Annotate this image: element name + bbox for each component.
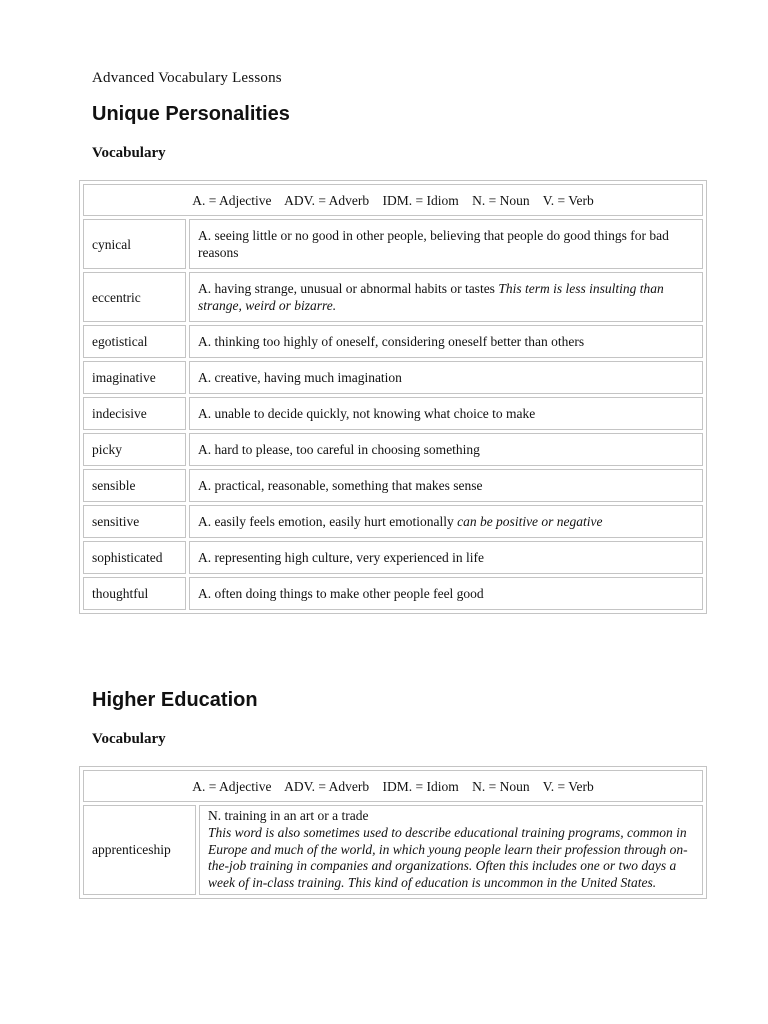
term-cell: apprenticeship <box>83 805 196 895</box>
table-row <box>83 397 703 430</box>
vocabulary-table <box>79 180 707 614</box>
definition-cell <box>189 505 703 538</box>
definition-text: A. unable to decide quickly, not knowing what choice to make <box>198 406 536 421</box>
definition-cell <box>189 469 703 502</box>
table-row <box>83 219 703 269</box>
legend-item: IDM. = Idiom <box>382 192 459 208</box>
definition-cell <box>189 397 703 430</box>
term-cell: cynical <box>83 219 186 269</box>
definition-text: A. representing high culture, very experienced in life <box>198 550 485 565</box>
section-subheading: Vocabulary <box>92 731 166 747</box>
table-row <box>83 325 703 358</box>
document-title: Advanced Vocabulary Lessons <box>92 70 282 86</box>
term-cell: imaginative <box>83 361 186 394</box>
legend-item: V. = Verb <box>542 192 594 208</box>
legend-item: V. = Verb <box>542 778 594 794</box>
definition-text: A. practical, reasonable, something that makes sense <box>198 478 483 493</box>
legend-cell <box>83 184 703 216</box>
definition-text: A. thinking too highly of oneself, considering oneself better than others <box>198 334 585 349</box>
term-cell: eccentric <box>83 272 186 322</box>
definition-text: A. seeing little or no good in other people, believing that people do good things for bad reasons <box>198 228 669 260</box>
definition-cell <box>189 361 703 394</box>
definition-text: A. creative, having much imagination <box>198 370 402 385</box>
table-row <box>83 272 703 322</box>
table-row <box>83 541 703 574</box>
definition-cell <box>189 433 703 466</box>
legend-row <box>83 184 703 216</box>
section-heading: Unique Personalities <box>92 103 290 125</box>
table-row <box>83 505 703 538</box>
definition-text: A. easily feels emotion, easily hurt emotionally <box>198 514 454 529</box>
term-cell: sophisticated <box>83 541 186 574</box>
term-cell: picky <box>83 433 186 466</box>
definition-text: A. having strange, unusual or abnormal habits or tastes <box>198 281 495 296</box>
legend-row <box>83 770 703 802</box>
table-row <box>83 469 703 502</box>
legend-item: ADV. = Adverb <box>284 192 370 208</box>
term-cell: thoughtful <box>83 577 186 610</box>
term-cell: sensitive <box>83 505 186 538</box>
table-row <box>83 577 703 610</box>
table-row <box>83 433 703 466</box>
legend-item: A. = Adjective <box>192 778 272 794</box>
definition-text: A. often doing things to make other people feel good <box>198 586 484 601</box>
term-cell: egotistical <box>83 325 186 358</box>
definition-cell <box>189 325 703 358</box>
definition-cell <box>189 272 703 322</box>
legend-item: ADV. = Adverb <box>284 778 370 794</box>
definition-note: This term is less insulting than strange, weird or bizarre. <box>198 281 664 313</box>
table-row <box>83 361 703 394</box>
term-cell: sensible <box>83 469 186 502</box>
definition-cell <box>189 219 703 269</box>
definition-note: can be positive or negative <box>457 514 603 529</box>
definition-cell <box>189 577 703 610</box>
legend-item: N. = Noun <box>472 192 530 208</box>
vocabulary-table <box>79 766 707 899</box>
term-cell: indecisive <box>83 397 186 430</box>
definition-cell <box>199 805 703 895</box>
section-subheading: Vocabulary <box>92 145 166 161</box>
legend-item: A. = Adjective <box>192 192 272 208</box>
table-row <box>83 805 703 895</box>
definition-text: A. hard to please, too careful in choosing something <box>198 442 480 457</box>
legend-cell <box>83 770 703 802</box>
legend-item: IDM. = Idiom <box>382 778 459 794</box>
definition-note: This word is also sometimes used to describe educational training programs, common in Europe and much of the world, in which young people learn their profession through on-the-job training in companies and organizations. Often this includes one or two days a week of in-class training. This kind of education is uncommon in the United States. <box>208 824 688 891</box>
definition-cell <box>189 541 703 574</box>
legend-item: N. = Noun <box>472 778 530 794</box>
definition-text: N. training in an art or a trade <box>208 808 369 823</box>
section-heading: Higher Education <box>92 689 258 711</box>
